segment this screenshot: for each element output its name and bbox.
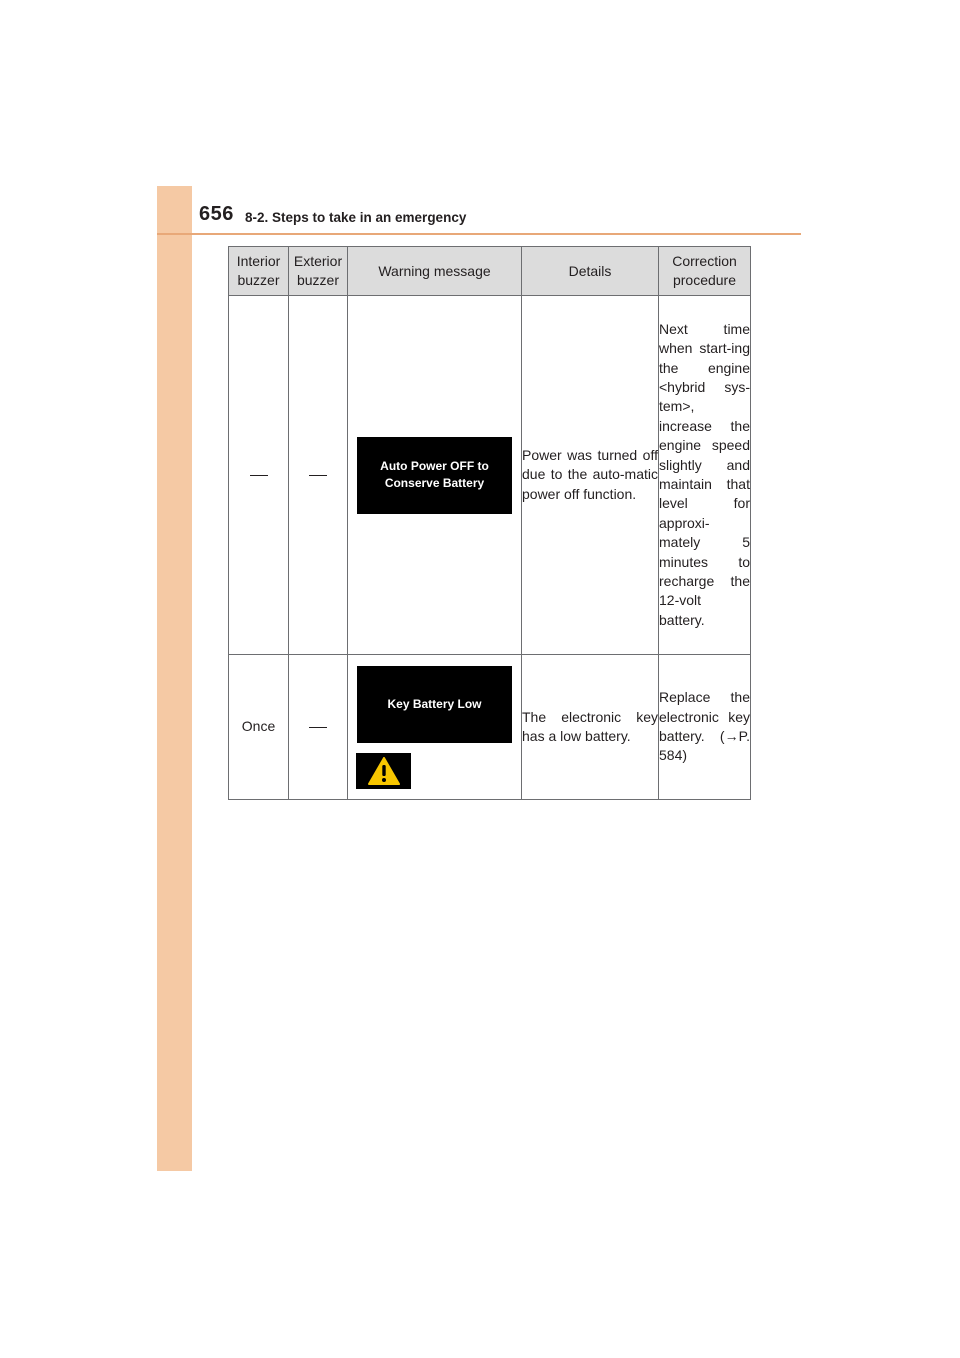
table-row [229,655,751,800]
none-dash [309,727,327,728]
interior-buzzer-cell: Once [229,655,289,800]
interior-buzzer-cell [229,296,289,655]
correction-cell: Next time when start-ing the engine <hybrid sys-tem>, increase the engine speed slightly and maintain that level for approxi-mately 5 minutes to recharge the 12-volt battery. [659,296,751,655]
details-cell: The electronic key has a low battery. [522,655,659,800]
warning-triangle-icon [368,757,400,785]
warning-message-display [357,437,512,514]
warning-message-cell [348,655,522,800]
warning-message-text: Key Battery Low [387,696,482,711]
exterior-buzzer-cell [289,296,348,655]
table-header-row [229,247,751,296]
page-number: 656 [199,203,234,225]
column-header-warning-message: Warning message [348,247,522,296]
warning-message-text: Auto Power OFF to Conserve Battery [380,459,489,490]
table-row [229,296,751,655]
column-header-interior-buzzer: Interior buzzer [229,247,289,296]
warning-indicator [356,753,411,789]
none-dash [250,475,268,476]
details-cell: Power was turned off due to the auto-matic power off function. [522,296,659,655]
warning-message-display [357,666,512,743]
correction-cell: Replace the electronic key battery. (→P. 584) [659,655,751,800]
header-rule [157,233,801,235]
section-title: 8-2. Steps to take in an emergency [245,210,467,225]
warning-message-cell [348,296,522,655]
column-header-correction-procedure: Correction procedure [659,247,751,296]
column-header-exterior-buzzer: Exterior buzzer [289,247,348,296]
column-header-details: Details [522,247,659,296]
none-dash [309,475,327,476]
side-tab-band [157,186,192,1171]
warning-table [228,246,751,800]
exterior-buzzer-cell [289,655,348,800]
